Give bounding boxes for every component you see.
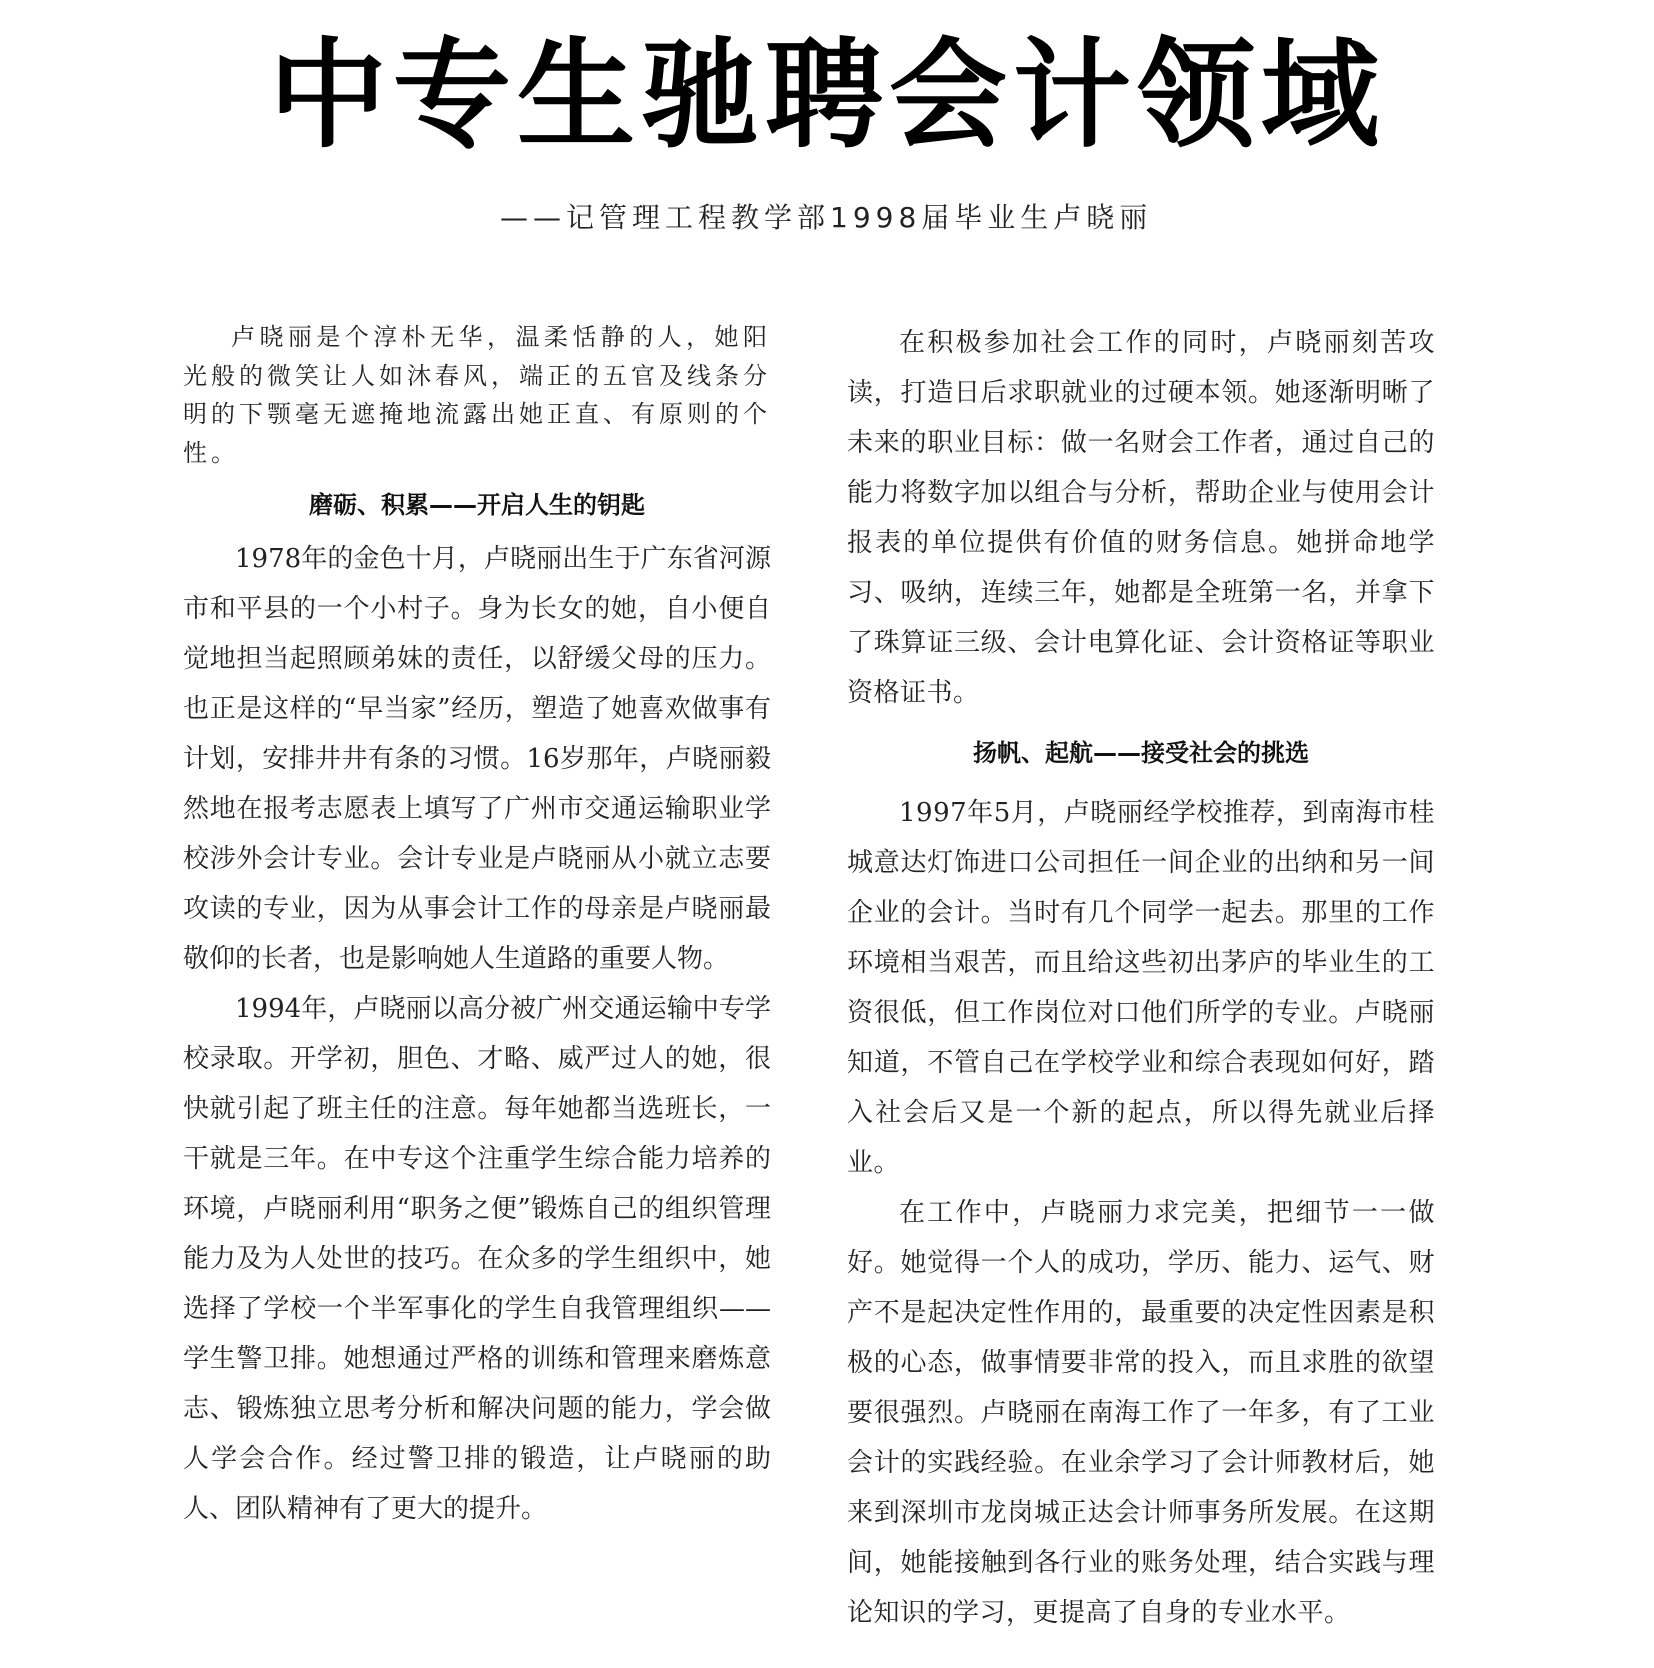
body-paragraph: 在工作中，卢晓丽力求完美，把细节一一做好。她觉得一个人的成功，学历、能力、运气、财产不是起决定性作用的，最重要的决定性因素是积极的心态，做事情要非常的投入，而且求胜的欲望要很强烈。卢晓丽在南海工作了一年多，有了工业会计的实践经验。在业余学习了会计师教材后，她来到深圳市龙岗城正达会计师事务所发展。在这期间，她能接触到各行业的账务处理，结合实践与理论知识的学习，更提高了自身的专业水平。: [847, 1198, 1435, 1628]
body-paragraph: 1994年，卢晓丽以高分被广州交通运输中专学校录取。开学初，胆色、才略、威严过人的她，很快就引起了班主任的注意。每年她都当选班长，一干就是三年。在中专这个注重学生综合能力培养的环境，卢晓丽利用“职务之便”锻炼自己的组织管理能力及为人处世的技巧。在众多的学生组织中，她选择了学校一个半军事化的学生自我管理组织——学生警卫排。她想通过严格的训练和管理来磨炼意志、锻炼独立思考分析和解决问题的能力，学会做人学会合作。经过警卫排的锻造，让卢晓丽的助人、团队精神有了更大的提升。: [183, 994, 771, 1524]
body-paragraph: 1978年的金色十月，卢晓丽出生于广东省河源市和平县的一个小村子。身为长女的她，自小便自觉地担当起照顾弟妹的责任，以舒缓父母的压力。也正是这样的“早当家”经历，塑造了她喜欢做事有计划，安排井井有条的习惯。16岁那年，卢晓丽毅然地在报考志愿表上填写了广州市交通运输职业学校涉外会计专业。会计专业是卢晓丽从小就立志要攻读的专业，因为从事会计工作的母亲是卢晓丽最敬仰的长者，也是影响她人生道路的重要人物。: [183, 544, 771, 974]
article-subtitle: ——记管理工程教学部1998届毕业生卢晓丽: [500, 201, 1153, 234]
left-column: [183, 318, 771, 1534]
section-heading-2: 扬帆、起航——接受社会的挑选: [973, 739, 1309, 767]
body-paragraph: 在积极参加社会工作的同时，卢晓丽刻苦攻读，打造日后求职就业的过硬本领。她逐渐明晰了未来的职业目标：做一名财会工作者，通过自己的能力将数字加以组合与分析，帮助企业与使用会计报表的单位提供有价值的财务信息。她拼命地学习、吸纳，连续三年，她都是全班第一名，并拿下了珠算证三级、会计电算化证、会计资格证等职业资格证书。: [847, 328, 1435, 708]
right-column: [847, 318, 1435, 1638]
article-title: 中专生驰聘会计领域: [268, 26, 1385, 164]
intro-paragraph: 卢晓丽是个淳朴无华，温柔恬静的人，她阳光般的微笑让人如沐春风，端正的五官及线条分明的下颚毫无遮掩地流露出她正直、有原则的个性。: [183, 323, 771, 467]
section-heading-1: 磨砺、积累——开启人生的钥匙: [309, 491, 645, 519]
body-paragraph: 1997年5月，卢晓丽经学校推荐，到南海市桂城意达灯饰进口公司担任一间企业的出纳和另一间企业的会计。当时有几个同学一起去。那里的工作环境相当艰苦，而且给这些初出茅庐的毕业生的工资很低，但工作岗位对口他们所学的专业。卢晓丽知道，不管自己在学校学业和综合表现如何好，踏入社会后又是一个新的起点，所以得先就业后择业。: [847, 798, 1435, 1178]
